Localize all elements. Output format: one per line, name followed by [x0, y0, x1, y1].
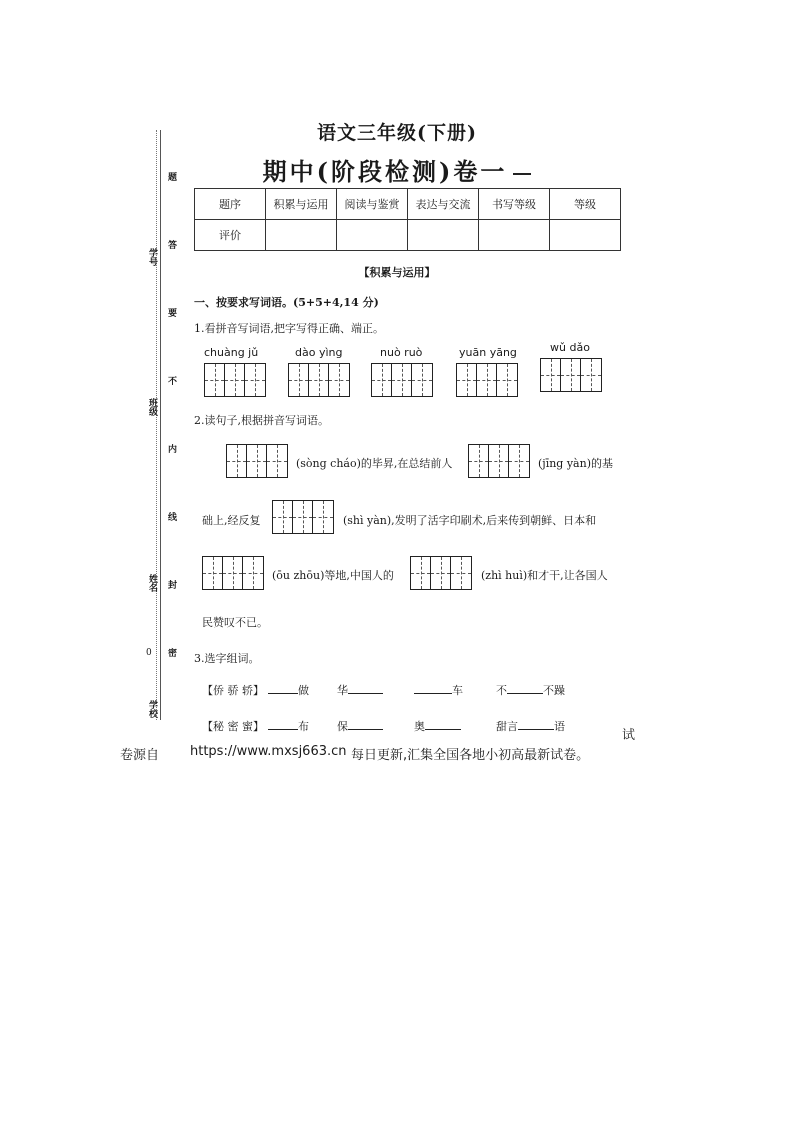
writing-grid[interactable] — [204, 363, 266, 397]
word-item — [337, 682, 383, 698]
writing-grid[interactable] — [456, 363, 518, 397]
grade-input-cell[interactable] — [550, 220, 621, 251]
writing-grid[interactable] — [540, 358, 602, 392]
word-item — [496, 682, 565, 698]
page-subtitle — [0, 152, 794, 187]
word-char: 华 — [337, 684, 348, 697]
word-char: 不 — [496, 684, 507, 697]
footer-tagline: 每日更新,汇集全国各地小初高最新试卷。 — [351, 748, 590, 763]
seal-char: 要 — [166, 308, 176, 317]
grade-table-eval-row — [195, 220, 621, 251]
writing-grid[interactable] — [410, 556, 472, 590]
answer-blank[interactable] — [268, 729, 298, 730]
sentence-text: 础上,经反复 — [202, 514, 261, 527]
writing-grid[interactable] — [202, 556, 264, 590]
subtitle-text: 期中(阶段检测)卷一 — [262, 157, 508, 186]
word-item — [414, 682, 463, 698]
pinyin-label: wǔ dǎo — [550, 341, 590, 354]
sentence-text: (zhì huì)和才干,让各国人 — [481, 569, 608, 582]
pinyin-label: nuò ruò — [380, 346, 423, 359]
sidebar-label-class: 班级 — [147, 398, 157, 416]
word-item — [337, 718, 383, 734]
sentence-text: (shì yàn),发明了活字印刷术,后来传到朝鲜、日本和 — [343, 514, 597, 527]
word-item — [496, 718, 565, 734]
sidebar-label-school: 学校 — [147, 700, 157, 718]
word-item — [414, 718, 461, 734]
grade-cell: 等级 — [550, 189, 621, 220]
grade-cell: 阅读与鉴赏 — [337, 189, 408, 220]
seal-char: 内 — [166, 444, 176, 453]
writing-grid[interactable] — [468, 444, 530, 478]
sidebar-zero: 0 — [146, 648, 152, 658]
sentence-text: (jīng yàn)的基 — [538, 457, 613, 470]
question-3-title: 3.选字组词。 — [194, 652, 260, 665]
grade-cell: 表达与交流 — [408, 189, 479, 220]
word-group-label: 【秘 密 蜜】 — [202, 720, 264, 733]
sentence-text: (sòng cháo)的毕昇,在总结前人 — [296, 457, 453, 470]
grade-cell: 题序 — [195, 189, 266, 220]
page-title: 语文三年级(下册) — [317, 122, 477, 144]
footer-shi: 试 — [622, 728, 636, 743]
grade-input-cell[interactable] — [337, 220, 408, 251]
grade-input-cell[interactable] — [408, 220, 479, 251]
word-char: 甜言 — [496, 720, 518, 733]
seal-char: 题 — [166, 172, 176, 181]
seal-char: 线 — [166, 512, 176, 521]
binding-dotted-line — [156, 130, 157, 720]
seal-char: 答 — [166, 240, 176, 249]
pinyin-label: yuān yāng — [459, 346, 517, 359]
answer-blank[interactable] — [414, 693, 452, 694]
sidebar-label-name: 姓名 — [147, 574, 157, 592]
section-heading: 【积累与运用】 — [358, 266, 436, 279]
footer-source-label: 卷源自 — [120, 748, 160, 763]
question-2-title: 2.读句子,根据拼音写词语。 — [194, 414, 329, 427]
seal-char: 不 — [166, 376, 176, 385]
binding-solid-line — [160, 130, 161, 720]
word-char: 语 — [554, 720, 565, 733]
pinyin-label: chuàng jǔ — [204, 346, 259, 359]
word-char: 保 — [337, 720, 348, 733]
word-item — [268, 682, 309, 698]
answer-blank[interactable] — [425, 729, 461, 730]
word-char: 奥 — [414, 720, 425, 733]
word-char: 车 — [452, 684, 463, 697]
grade-cell: 评价 — [195, 220, 266, 251]
word-group-label: 【侨 骄 轿】 — [202, 684, 264, 697]
answer-blank[interactable] — [268, 693, 298, 694]
subtitle-rule — [513, 173, 531, 175]
answer-blank[interactable] — [348, 693, 383, 694]
footer-url-link[interactable]: https://www.mxsj663.cn — [190, 744, 347, 759]
seal-char: 密 — [166, 648, 176, 657]
question-1-title: 一、按要求写词语。(5+5+4,14 分) — [194, 296, 379, 309]
grade-table — [194, 188, 621, 251]
writing-grid[interactable] — [272, 500, 334, 534]
sentence-text: (ōu zhōu)等地,中国人的 — [272, 569, 394, 582]
seal-char: 封 — [166, 580, 176, 589]
sidebar-label-student-number: 学号 — [147, 248, 157, 266]
grade-cell: 积累与运用 — [266, 189, 337, 220]
word-char: 不躁 — [543, 684, 565, 697]
sentence-text: 民赞叹不已。 — [202, 616, 268, 629]
grade-input-cell[interactable] — [479, 220, 550, 251]
writing-grid[interactable] — [288, 363, 350, 397]
writing-grid[interactable] — [226, 444, 288, 478]
question-1-sub: 1.看拼音写词语,把字写得正确、端正。 — [194, 322, 384, 335]
pinyin-label: dào yìng — [295, 346, 343, 359]
word-item — [268, 718, 309, 734]
grade-table-header-row — [195, 189, 621, 220]
word-char: 布 — [298, 720, 309, 733]
answer-blank[interactable] — [507, 693, 543, 694]
writing-grid[interactable] — [371, 363, 433, 397]
grade-cell: 书写等级 — [479, 189, 550, 220]
answer-blank[interactable] — [518, 729, 554, 730]
grade-input-cell[interactable] — [266, 220, 337, 251]
word-char: 做 — [298, 684, 309, 697]
answer-blank[interactable] — [348, 729, 383, 730]
